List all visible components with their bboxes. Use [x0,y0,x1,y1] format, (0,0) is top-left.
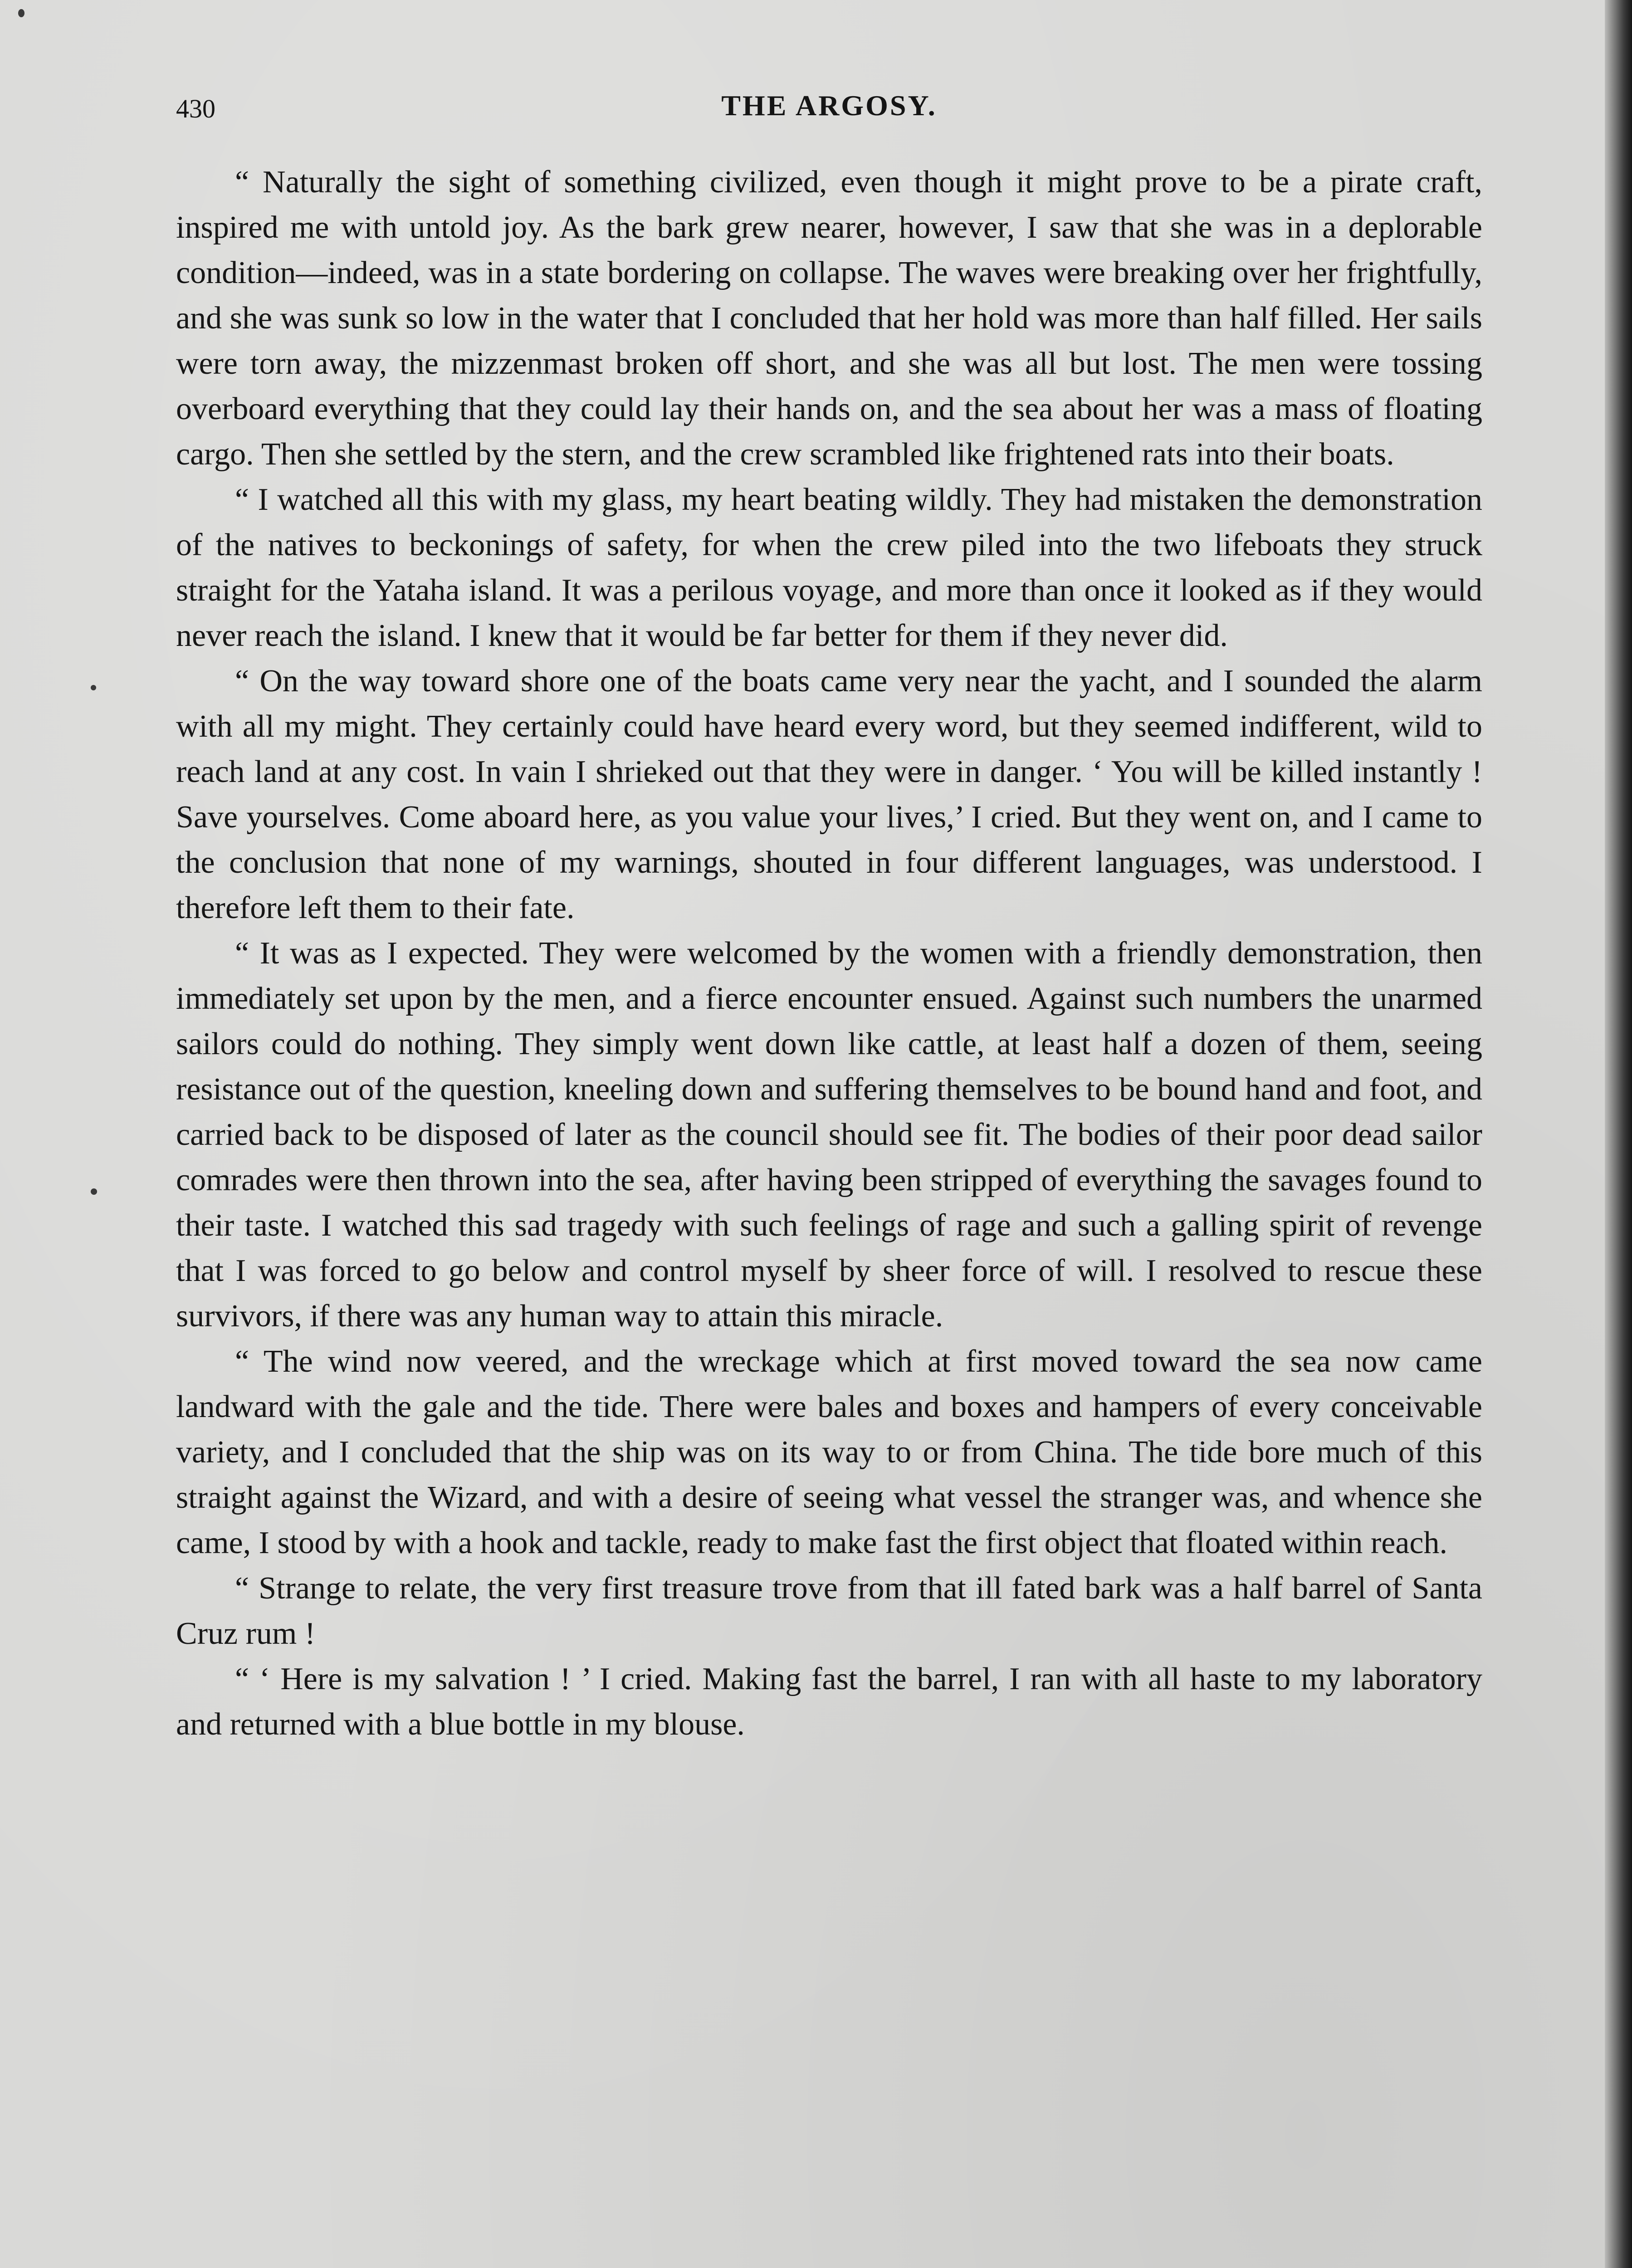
paragraph: “ ‘ Here is my salvation ! ’ I cried. Making fast the barrel, I ran with all haste to my laboratory and returned with a blue bottle in my blouse. [176,1662,1482,1742]
paragraph: “ It was as I expected. They were welcomed by the women with a friendly demonstration, then immediately set upon by the men, and a fierce encounter ensued. Against such numbers the unarmed sailors could do nothing. They simply went down like cattle, at least half a dozen of them, seeing resistance out of the question, kneeling down and suffering themselves to be bound hand and foot, and carried back to be disposed of later as the council should see fit. The bodies of their poor dead sailor comrades were then thrown into the sea, after having been stripped of everything the savages found to their taste. I watched this sad tragedy with such feelings of rage and such a galling spirit of revenge that I was forced to go below and control myself by sheer force of will. I resolved to rescue these survivors, if there was any human way to attain this miracle. [176,936,1482,1334]
paragraph: “ I watched all this with my glass, my heart beating wildly. They had mistaken the demonstration of the natives to beckonings of safety, for when the crew piled into the two lifeboats they struck straight for the Yataha island. It was a perilous voyage, and more than once it looked as if they would never reach the island. I knew that it would be far better for them if they never did. [176,482,1482,653]
print-speck [91,685,96,690]
paragraph: “ Strange to relate, the very first treasure trove from that ill fated bark was a half barrel of Santa Cruz rum ! [176,1571,1482,1651]
page-number: 430 [176,94,215,123]
paragraph: “ Naturally the sight of something civilized, even though it might prove to be a pirate craft, inspired me with untold joy. As the bark grew nearer, however, I saw that she was in a deplorable condition—indeed, was in a state bordering on collapse. The waves were breaking over her frightfully, and she was sunk so low in the water that I concluded that her hold was more than half filled. Her sails were torn away, the mizzenmast broken off short, and she was all but lost. The men were tossing overboard everything that they could lay their hands on, and the sea about her was a mass of floating cargo. Then she settled by the stern, and the crew scrambled like frightened rats into their boats. [176,165,1482,472]
paragraph: “ On the way toward shore one of the boats came very near the yacht, and I sounded the alarm with all my might. They certainly could have heard every word, but they seemed indifferent, wild to reach land at any cost. In vain I shrieked out that they were in danger. ‘ You will be killed instantly ! Save yourselves. Come aboard here, as you value your lives,’ I cried. But they went on, and I came to the conclusion that none of my warnings, shouted in four different languages, was understood. I therefore left them to their fate. [176,664,1482,925]
article-body [176,160,1482,1747]
page-header [176,89,1482,130]
page-edge-shadow [1605,0,1632,2268]
print-speck [18,9,24,17]
print-speck [91,1188,97,1195]
running-head: THE ARGOSY. [721,89,937,122]
paragraph: “ The wind now veered, and the wreckage which at first moved toward the sea now came landward with the gale and the tide. There were bales and boxes and hampers of every conceivable variety, and I concluded that the ship was on its way to or from China. The tide bore much of this straight against the Wizard, and with a desire of seeing what vessel the stranger was, and whence she came, I stood by with a hook and tackle, ready to make fast the first object that floated within reach. [176,1344,1482,1560]
